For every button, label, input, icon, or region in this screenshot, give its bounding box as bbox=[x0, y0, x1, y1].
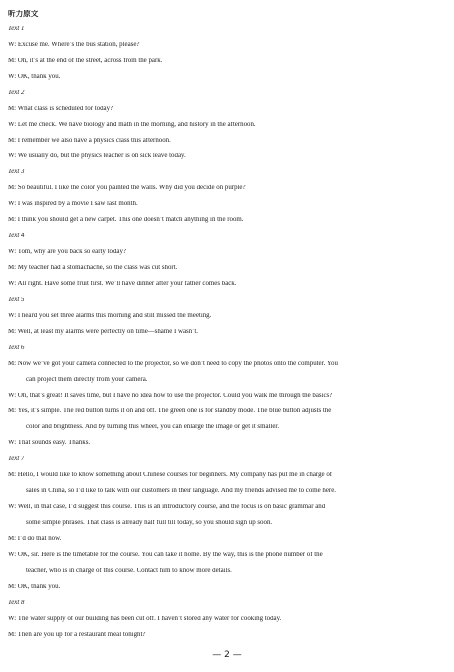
dialogue-line: W: The water supply of our building has been cut off. I haven’t stored any water for cooking today. bbox=[8, 615, 282, 622]
dialogue-line: M: Now we’ve got your camera connected to the projector, so we don’t need to copy the photos onto the computer. You bbox=[8, 360, 338, 367]
page-number: — 2 — bbox=[212, 650, 242, 660]
dialogue-line: M: OK, thank you. bbox=[8, 583, 61, 590]
dialogue-line: W: Let me check. We have biology and math in the morning, and history in the afternoon. bbox=[8, 121, 256, 128]
dialogue-line: M: So beautiful. I like the color you painted the walls. Why did you decide on purple? bbox=[8, 185, 246, 192]
dialogue-line-continuation: color and brightness. And by turning this wheel, you can enlarge the image or get it smaller. bbox=[26, 424, 280, 431]
dialogue-line: M: Yes, it’s simple. The red button turns it on and off. The green one is for standby mode. The blue button adjusts the bbox=[8, 408, 332, 415]
dialogue-line: W: OK, thank you. bbox=[8, 73, 61, 80]
dialogue-line: M: Well, at least my alarms were perfectly on time—shame I wasn’t. bbox=[8, 328, 198, 335]
dialogue-line-continuation: teacher, who is in charge of this course. Contact him to know more details. bbox=[26, 567, 232, 574]
dialogue-line: M: Hello, I would like to know something about Chinese courses for beginners. My company has put me in charge of bbox=[8, 472, 333, 479]
dialogue-line: W: That sounds easy. Thanks. bbox=[8, 440, 91, 447]
section-heading: Text 2 bbox=[8, 89, 25, 96]
dialogue-line: M: I remember we also have a physics class this afternoon. bbox=[8, 137, 171, 144]
dialogue-line: M: My teacher had a stomachache, so the class was cut short. bbox=[8, 265, 178, 271]
dialogue-line: W: All right. Have some fruit first. We’ll have dinner after your father comes back. bbox=[8, 280, 237, 287]
dialogue-line: M: Then are you up for a restaurant meal tonight? bbox=[8, 631, 146, 638]
dialogue-line: W: Well, in that case, I’d suggest this course. This is an introductory course, and the focus is on basic grammar and bbox=[8, 504, 326, 511]
dialogue-line: W: I heard you set three alarms this morning and still missed the meeting. bbox=[8, 312, 212, 319]
dialogue-line: M: What class is scheduled for today? bbox=[8, 105, 114, 112]
dialogue-line-continuation: can project them directly from your camera. bbox=[26, 376, 148, 383]
dialogue-line: W: Excuse me. Where’s the bus station, please? bbox=[8, 41, 140, 48]
dialogue-line: W: OK, sir. Here is the timetable for the course. You can take it home. By the way, this is the phone number of the bbox=[8, 551, 323, 558]
dialogue-line: M: I think you should get a new carpet. This one doesn’t match anything in the room. bbox=[8, 217, 244, 224]
section-heading: Text 3 bbox=[8, 169, 25, 176]
dialogue-line: W: I was inspired by a movie I saw last month. bbox=[8, 201, 138, 208]
dialogue-line: M: I’d do that now. bbox=[8, 535, 62, 542]
section-heading: Text 1 bbox=[8, 25, 25, 32]
section-heading: Text 7 bbox=[8, 456, 25, 463]
dialogue-line-continuation: sales in China, so I’d like to talk with our customers in their language. And my friends advised me to come here. bbox=[26, 488, 337, 495]
dialogue-line: W: Tom, why are you back so early today? bbox=[8, 249, 126, 256]
transcript-body bbox=[8, 10, 442, 648]
dialogue-line: W: We usually do, but the physics teacher is on sick leave today. bbox=[8, 153, 186, 160]
section-heading: Text 8 bbox=[8, 599, 25, 606]
dialogue-line: M: Oh, it’s at the end of the street, across from the park. bbox=[8, 57, 163, 64]
dialogue-line-continuation: some simple phrases. That class is already half full till today, so you should sign up soon. bbox=[26, 520, 273, 526]
section-heading: Text 5 bbox=[8, 296, 25, 303]
document-title: 听力原文 bbox=[8, 10, 39, 18]
section-heading: Text 6 bbox=[8, 344, 25, 351]
dialogue-line: W: Oh, that’s great! It saves time, but I have no idea how to use the projector. Could you walk me through the basics? bbox=[8, 392, 333, 399]
section-heading: Text 4 bbox=[8, 233, 25, 240]
